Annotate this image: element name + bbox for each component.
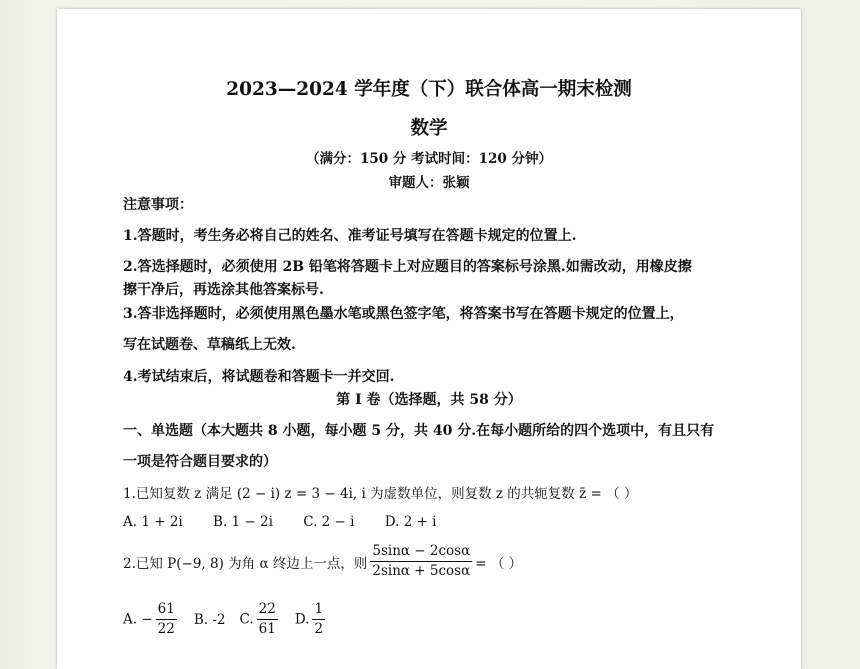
exam-reviewer: 审题人：张颖 [388, 175, 470, 191]
note-2-line-2: 擦干净后，再选涂其他答案标号. [123, 282, 324, 298]
note-3-line-1: 3.答非选择题时，必须使用黑色墨水笔或黑色签字笔，将答案书写在答题卡规定的位置上， [123, 306, 684, 322]
question-2-stem [123, 543, 522, 580]
exam-info: （满分：150 分 考试时间：120 分钟） [306, 151, 552, 167]
q1-option-b: B. 1 − 2i [213, 514, 273, 530]
note-4: 4.考试结束后，将试题卷和答题卡一并交回. [123, 369, 395, 385]
q2-fraction [370, 543, 472, 580]
q1-option-d: D. 2 + i [384, 514, 437, 530]
q2-option-a: A. − $\frac{61}{22}$ [123, 601, 175, 637]
q2-fraction-denominator: 2sinα + 5cosα [372, 563, 471, 579]
exam-page [57, 9, 801, 669]
q2-option-c: C. $\frac{22}{61}$ [239, 601, 276, 637]
q1-option-c: C. 2 − i [303, 514, 355, 530]
q2-stem-post: = （ ） [475, 555, 523, 572]
question-1-stem: 1.已知复数 z 满足 (2 − i) z = 3 − 4i, i 为虚数单位，则复数 z 的共轭复数 z̄ = （ ） [123, 486, 638, 502]
exam-subject: 数学 [410, 118, 448, 139]
exam-title: 2023—2024 学年度（下）联合体高一期末检测 [226, 79, 632, 100]
q2-stem-pre: 2.已知 P(−9, 8) 为角 α 终边上一点，则 [123, 555, 368, 572]
part-1-instructions-line-2: 一项是符合题目要求的） [123, 454, 277, 470]
notes-heading: 注意事项： [123, 197, 193, 213]
q2-option-b: B. -2 [193, 611, 226, 628]
question-1-options [123, 514, 463, 530]
note-3-line-2: 写在试题卷、草稿纸上无效. [123, 337, 296, 353]
note-2-line-1: 2.答选择题时，必须使用 2B 铅笔将答题卡上对应题目的答案标号涂黑.如需改动，用橡皮擦 [123, 259, 692, 275]
q1-option-a: A. 1 + 2i [123, 514, 183, 530]
section-title: 第 I 卷（选择题，共 58 分） [336, 392, 522, 408]
q2-option-d: D. $\frac{1}{2}$ [294, 601, 324, 637]
q2-fraction-numerator: 5sinα − 2cosα [370, 543, 472, 562]
part-1-instructions-line-1: 一、单选题（本大题共 8 小题，每小题 5 分，共 40 分.在每小题所给的四个选项中，有且只有 [123, 423, 715, 439]
question-2-options [123, 601, 342, 638]
note-1: 1.答题时，考生务必将自己的姓名、准考证号填写在答题卡规定的位置上. [123, 228, 577, 244]
